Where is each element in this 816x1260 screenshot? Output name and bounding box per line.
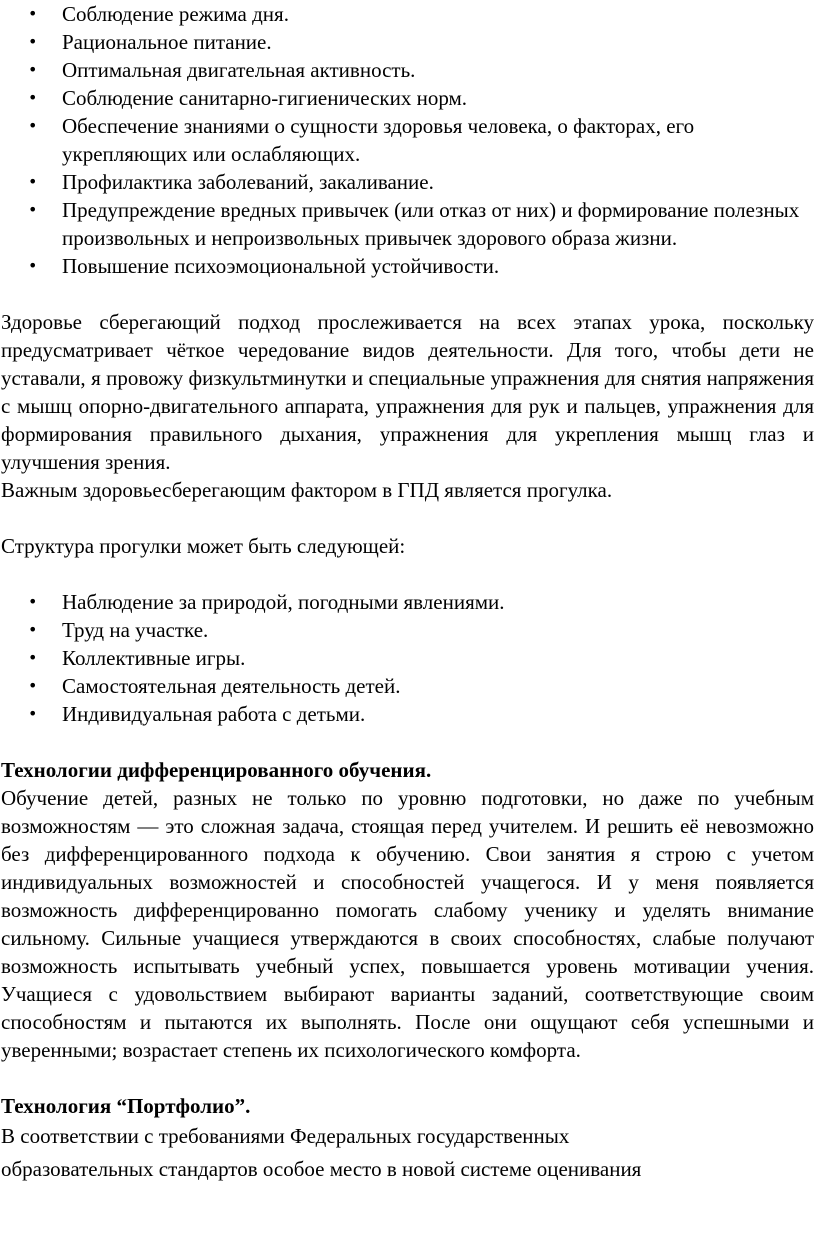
paragraph-walk-structure: Структура прогулки может быть следующей: bbox=[1, 534, 406, 558]
heading-differentiated-learning: Технологии дифференцированного обучения. bbox=[1, 758, 432, 782]
list-item: • Профилактика заболеваний, закаливание. bbox=[1, 168, 814, 196]
paragraph-portfolio-line-1: В соответствии с требованиями Федеральных государственных bbox=[1, 1124, 570, 1148]
spacer bbox=[1, 728, 814, 756]
list-item: • Самостоятельная деятельность детей. bbox=[1, 672, 814, 700]
list-item: • Оптимальная двигательная активность. bbox=[1, 56, 814, 84]
health-factors-list bbox=[1, 0, 814, 280]
paragraph-portfolio-line-2: образовательных стандартов особое место в новой системе оценивания bbox=[1, 1157, 642, 1181]
list-item: • Индивидуальная работа с детьми. bbox=[1, 700, 814, 728]
list-item: • Труд на участке. bbox=[1, 616, 814, 644]
list-item: • Обеспечение знаниями о сущности здоровья человека, о факторах, его укрепляющих или ослабляющих. bbox=[1, 112, 814, 168]
list-item: • Наблюдение за природой, погодными явлениями. bbox=[1, 588, 814, 616]
list-item: • Рациональное питание. bbox=[1, 28, 814, 56]
walk-structure-list bbox=[1, 588, 814, 728]
list-item: • Предупреждение вредных привычек (или отказ от них) и формирование полезных произвольных и непроизвольных привычек здорового образа жизни. bbox=[1, 196, 814, 252]
list-item: • Повышение психоэмоциональной устойчивости. bbox=[1, 252, 814, 280]
spacer bbox=[1, 1064, 814, 1092]
paragraph-differentiated-learning: Обучение детей, разных не только по уровню подготовки, но даже по учебным возможностям — это сложная задача, стоящая перед учителем. И решить её невозможно без дифференцированного подхода к обучению. Свои занятия я строю с учетом индивидуальных возможностей и способностей учащегося. И у меня появляется возможность дифференцированно помогать слабому ученику и уделять внимание сильному. Сильные учащиеся утверждаются в своих способностях, слабые получают возможность испытывать учебный успех, повышается уровень мотивации учения. Учащиеся с удовольствием выбирают варианты заданий, соответствующие своим способностям и пытаются их выполнять. После они ощущают себя успешными и уверенными; возрастает степень их психологического комфорта. bbox=[1, 786, 814, 1062]
list-item: • Коллективные игры. bbox=[1, 644, 814, 672]
paragraph-health-approach: Здоровье сберегающий подход прослеживается на всех этапах урока, поскольку предусматривает чёткое чередование видов деятельности. Для того, чтобы дети не уставали, я провожу физкультминутки и специальные упражнения для снятия напряжения с мышц опорно-двигательного аппарата, упражнения для рук и пальцев, упражнения для формирования правильного дыхания, упражнения для укрепления мышц глаз и улучшения зрения. bbox=[1, 310, 814, 474]
spacer bbox=[1, 280, 814, 308]
heading-portfolio: Технология “Портфолио”. bbox=[1, 1094, 251, 1118]
paragraph-walk: Важным здоровьесберегающим фактором в ГПД является прогулка. bbox=[1, 478, 613, 502]
list-item: • Соблюдение режима дня. bbox=[1, 0, 814, 28]
list-item: • Соблюдение санитарно-гигиенических норм. bbox=[1, 84, 814, 112]
spacer bbox=[1, 504, 814, 532]
spacer bbox=[1, 560, 814, 588]
